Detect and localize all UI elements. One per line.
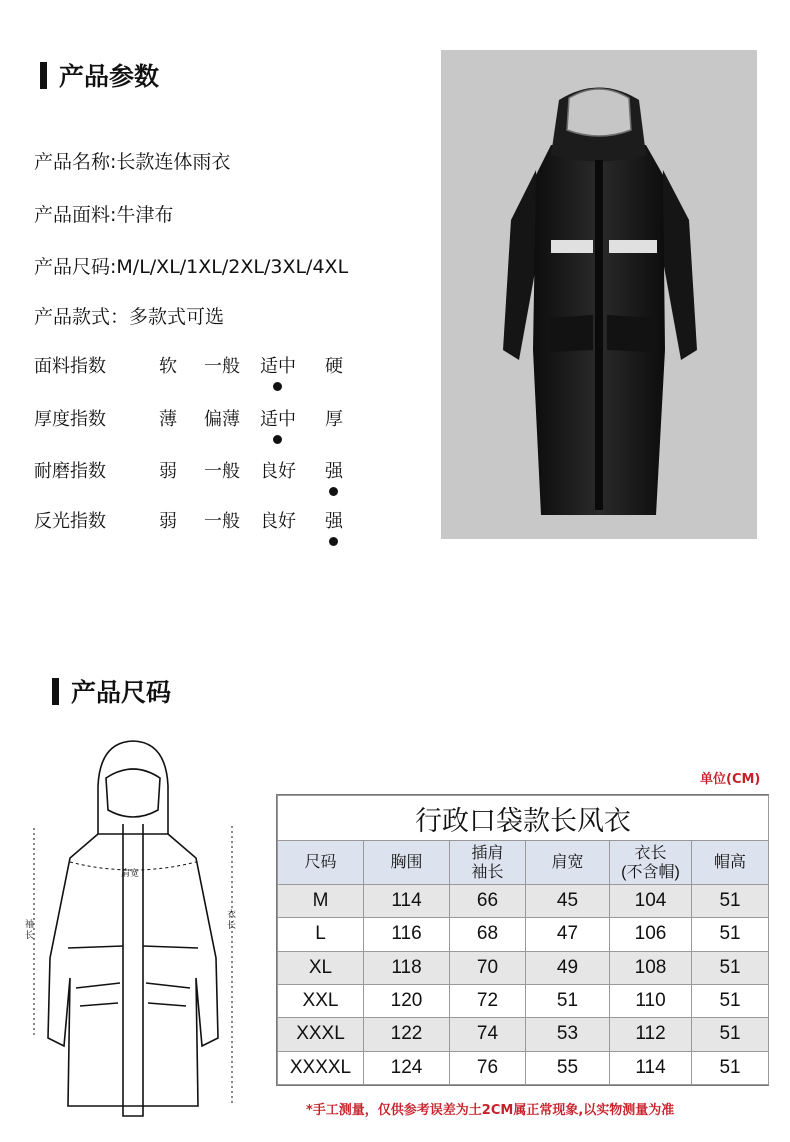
black-raincoat-icon [441,50,757,539]
size-diagram [20,738,260,1118]
rating-option: 硬 [325,356,343,377]
unit-label: 单位(CM) [700,772,761,787]
rating-option: 良好 [260,511,296,532]
table-header-cell: 帽高 [692,841,769,885]
rating-option: 弱 [159,511,177,532]
section-title-params [40,57,159,93]
section-title-sizes [52,673,171,709]
table-cell: M [278,885,364,918]
section-title-text: 产品参数 [59,62,160,91]
rating-label: 厚度指数 [34,409,106,430]
table-cell: 116 [364,918,450,951]
table-cell: 76 [450,1051,526,1084]
rating-option: 适中 [260,356,296,377]
product-fabric: 产品面料:牛津布 [34,204,174,226]
table-cell: 110 [610,984,692,1017]
table-cell: 51 [692,918,769,951]
rating-option: 偏薄 [204,409,240,430]
table-cell: 51 [692,1018,769,1051]
table-cell: 51 [692,984,769,1017]
table-cell: 47 [526,918,610,951]
table-cell: 55 [526,1051,610,1084]
rating-option: 软 [159,356,177,377]
rating-option: 弱 [159,461,177,482]
table-cell: 51 [526,984,610,1017]
table-cell: 112 [610,1018,692,1051]
table-cell: 45 [526,885,610,918]
table-cell: XXL [278,984,364,1017]
rating-option: 适中 [260,409,296,430]
table-cell: 66 [450,885,526,918]
section-title-text: 产品尺码 [71,678,172,707]
table-cell: 114 [364,885,450,918]
rating-selected-dot-icon [273,382,282,391]
table-cell: 108 [610,951,692,984]
table-cell: 114 [610,1051,692,1084]
product-sizes: 产品尺码:M/L/XL/1XL/2XL/3XL/4XL [34,256,349,278]
table-header-row [278,841,769,885]
size-table [277,795,769,1085]
table-cell: 106 [610,918,692,951]
product-style: 产品款式：多款式可选 [34,306,225,328]
table-cell: XXXL [278,1018,364,1051]
rating-label: 面料指数 [34,356,106,377]
diagram-label-sleeve: 袖长 [25,920,35,941]
table-row [278,984,769,1017]
table-cell: 104 [610,885,692,918]
rating-option: 强 [325,511,343,532]
diagram-label-shoulder: 肩宽 [121,869,140,879]
rating-label: 反光指数 [34,511,106,532]
rating-selected-dot-icon [329,487,338,496]
product-photo [441,50,757,539]
rating-selected-dot-icon [329,537,338,546]
rating-option: 强 [325,461,343,482]
table-cell: 72 [450,984,526,1017]
table-cell: 120 [364,984,450,1017]
table-cell: 70 [450,951,526,984]
table-cell: L [278,918,364,951]
table-cell: 74 [450,1018,526,1051]
table-row [278,885,769,918]
table-cell: 49 [526,951,610,984]
rating-option: 良好 [260,461,296,482]
table-cell: XXXXL [278,1051,364,1084]
table-row [278,1018,769,1051]
table-cell: 122 [364,1018,450,1051]
table-header-cell: 插肩 袖长 [450,841,526,885]
rating-option: 薄 [159,409,177,430]
table-cell: 51 [692,885,769,918]
rating-selected-dot-icon [273,435,282,444]
rating-option: 一般 [204,511,240,532]
table-row [278,1051,769,1084]
table-cell: 53 [526,1018,610,1051]
table-cell: 68 [450,918,526,951]
rating-label: 耐磨指数 [34,461,106,482]
measurement-note: *手工测量，仅供参考误差为土2CM属正常现象,以实物测量为准 [306,1103,675,1118]
product-name: 产品名称:长款连体雨衣 [34,151,231,173]
table-header-cell: 尺码 [278,841,364,885]
table-cell: 118 [364,951,450,984]
table-header-cell: 胸围 [364,841,450,885]
table-cell: 51 [692,1051,769,1084]
table-row [278,918,769,951]
table-title: 行政口袋款长风衣 [278,796,769,841]
table-cell: XL [278,951,364,984]
diagram-label-length: 衣长 [227,910,237,931]
coat-line-drawing-icon [20,738,260,1118]
rating-option: 厚 [325,409,343,430]
rating-option: 一般 [204,356,240,377]
table-cell: 51 [692,951,769,984]
title-bar-icon [52,678,59,705]
table-header-cell: 衣长 (不含帽) [610,841,692,885]
rating-option: 一般 [204,461,240,482]
title-bar-icon [40,62,47,89]
size-table-container [276,794,769,1086]
table-header-cell: 肩宽 [526,841,610,885]
table-row [278,951,769,984]
table-cell: 124 [364,1051,450,1084]
